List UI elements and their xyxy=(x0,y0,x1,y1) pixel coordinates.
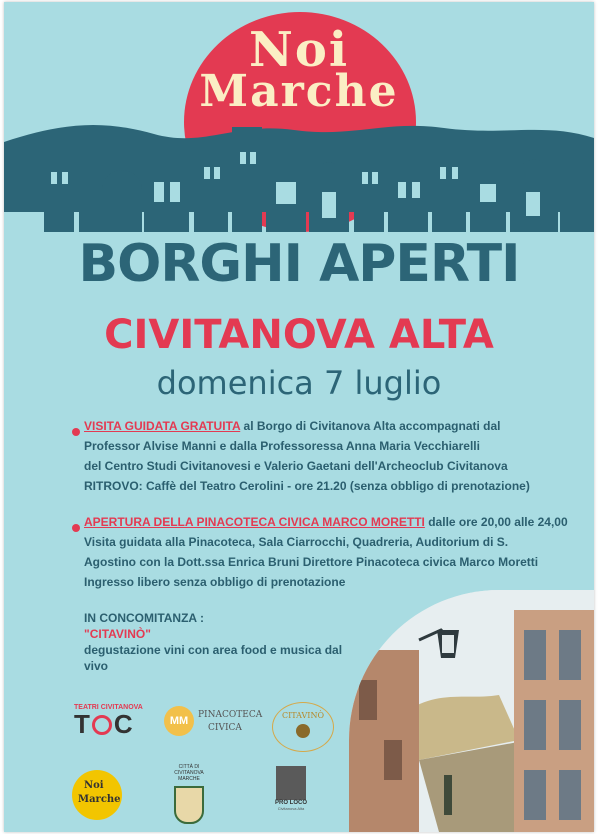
pinacoteca-line2: CIVICA xyxy=(208,723,242,733)
bullet-icon xyxy=(72,524,80,532)
teatri-small-label: TEATRI xyxy=(74,704,99,711)
event-line: Agostino con la Dott.ssa Enrica Bruni Direttore Pinacoteca civica Marco Moretti xyxy=(84,555,539,569)
event-date: domenica 7 luglio xyxy=(156,364,442,402)
event-pinacoteca xyxy=(84,512,584,592)
event-line: Professor Alvise Manni e dalla Professoressa Anna Maria Vecchiarelli xyxy=(84,439,480,453)
teatri-letter-t: T xyxy=(74,709,90,739)
bullet-icon xyxy=(72,428,80,436)
noi-marche-badge-line1: Noi xyxy=(84,780,104,791)
noi-marche-badge-line2: Marche xyxy=(78,794,121,805)
comune-line2: CIVITANOVA MARCHE xyxy=(174,770,204,782)
city-name: CIVITANOVA ALTA xyxy=(104,312,494,358)
event-highlight: VISITA GUIDATA GRATUITA xyxy=(84,419,241,433)
pro-loco-logo xyxy=(274,766,308,824)
pinacoteca-civica-logo xyxy=(164,706,264,746)
concomitanza-desc: degustazione vini con area food e musica dal vivo xyxy=(84,643,343,673)
teatri-letter-c: C xyxy=(113,709,133,739)
event-line: del Centro Studi Civitanovesi e Valerio Gaetani dell'Archeoclub Civitanova xyxy=(84,459,508,473)
teatri-small-label2: CIVITANOVA xyxy=(100,704,143,711)
comune-civitanova-logo xyxy=(164,764,214,826)
event-first-line: al Borgo di Civitanova Alta accompagnati dal xyxy=(240,419,501,433)
concomitanza-label: IN CONCOMITANZA : xyxy=(84,611,204,625)
noi-marche-badge-logo xyxy=(72,770,122,820)
citavino-label: CITAVINÒ xyxy=(281,711,325,720)
teatri-civitanova-logo xyxy=(74,704,154,742)
skyline-illustration xyxy=(4,112,594,252)
citavino-logo xyxy=(272,702,334,752)
concomitanza xyxy=(84,610,364,674)
brand-title-noi: Noi xyxy=(248,22,350,78)
teatri-circle-icon xyxy=(92,715,112,735)
event-visita-guidata xyxy=(84,416,584,496)
pro-loco-line1: PRO LOCO xyxy=(274,800,307,806)
alley-photo-illustration xyxy=(349,590,594,832)
pro-loco-line2: Civitanova Alta xyxy=(277,806,305,811)
event-line: RITROVO: Caffè del Teatro Cerolini - ore 21.20 (senza obbligo di prenotazione) xyxy=(84,479,530,493)
event-line: Visita guidata alla Pinacoteca, Sala Ciarrocchi, Quadreria, Auditorium di S. xyxy=(84,535,509,549)
pinacoteca-line1: PINACOTECA xyxy=(198,710,263,720)
brand-title-marche: Marche xyxy=(199,66,399,117)
concomitanza-name: "CITAVINÒ" xyxy=(84,627,151,641)
alley-photo xyxy=(349,590,594,832)
citavino-emblem-icon xyxy=(296,724,310,738)
pro-loco-emblem-icon xyxy=(276,766,306,800)
event-line: Ingresso libero senza obbligo di prenotazione xyxy=(84,575,346,589)
headline: BORGHI APERTI xyxy=(78,234,520,294)
pinacoteca-mm-badge: MM xyxy=(164,706,194,736)
event-first-line: dalle ore 20,00 alle 24,00 xyxy=(424,515,568,529)
event-highlight: APERTURA DELLA PINACOTECA CIVICA MARCO MORETTI xyxy=(84,515,425,529)
comune-line1: CITTÀ DI xyxy=(178,764,200,770)
poster xyxy=(4,2,594,832)
coat-of-arms-icon xyxy=(174,786,204,824)
